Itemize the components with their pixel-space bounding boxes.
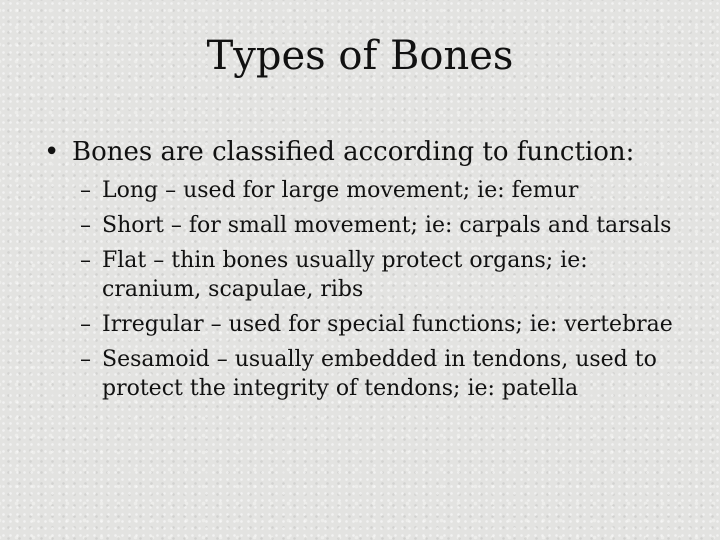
- dash-marker: –: [80, 346, 91, 372]
- slide-title: Types of Bones: [206, 33, 514, 79]
- sub-bullet-long: [80, 176, 690, 206]
- sub-bullet-text: Long – used for large movement; ie: femur: [102, 178, 579, 203]
- main-bullet: [44, 134, 704, 170]
- sub-bullet-irregular: [80, 310, 690, 340]
- sub-bullet-text: Flat – thin bones usually protect organs; ie: cranium, scapulae, ribs: [102, 247, 588, 303]
- dash-marker: –: [80, 212, 91, 238]
- sub-bullet-text: Irregular – used for special functions; ie: vertebrae: [102, 311, 673, 337]
- sub-bullet-list: [80, 176, 690, 409]
- bullet-marker: •: [44, 137, 60, 167]
- sub-bullet-short: [80, 211, 690, 241]
- dash-marker: –: [80, 311, 91, 337]
- dash-marker: –: [80, 247, 91, 273]
- main-bullet-text: Bones are classified according to function:: [72, 137, 635, 167]
- dash-marker: –: [80, 178, 91, 203]
- sub-bullet-text: Short – for small movement; ie: carpals and tarsals: [102, 212, 672, 238]
- sub-bullet-sesamoid: [80, 345, 690, 404]
- sub-bullet-flat: [80, 246, 690, 305]
- sub-bullet-text: Sesamoid – usually embedded in tendons, used to protect the integrity of tendons; ie: patella: [102, 346, 657, 402]
